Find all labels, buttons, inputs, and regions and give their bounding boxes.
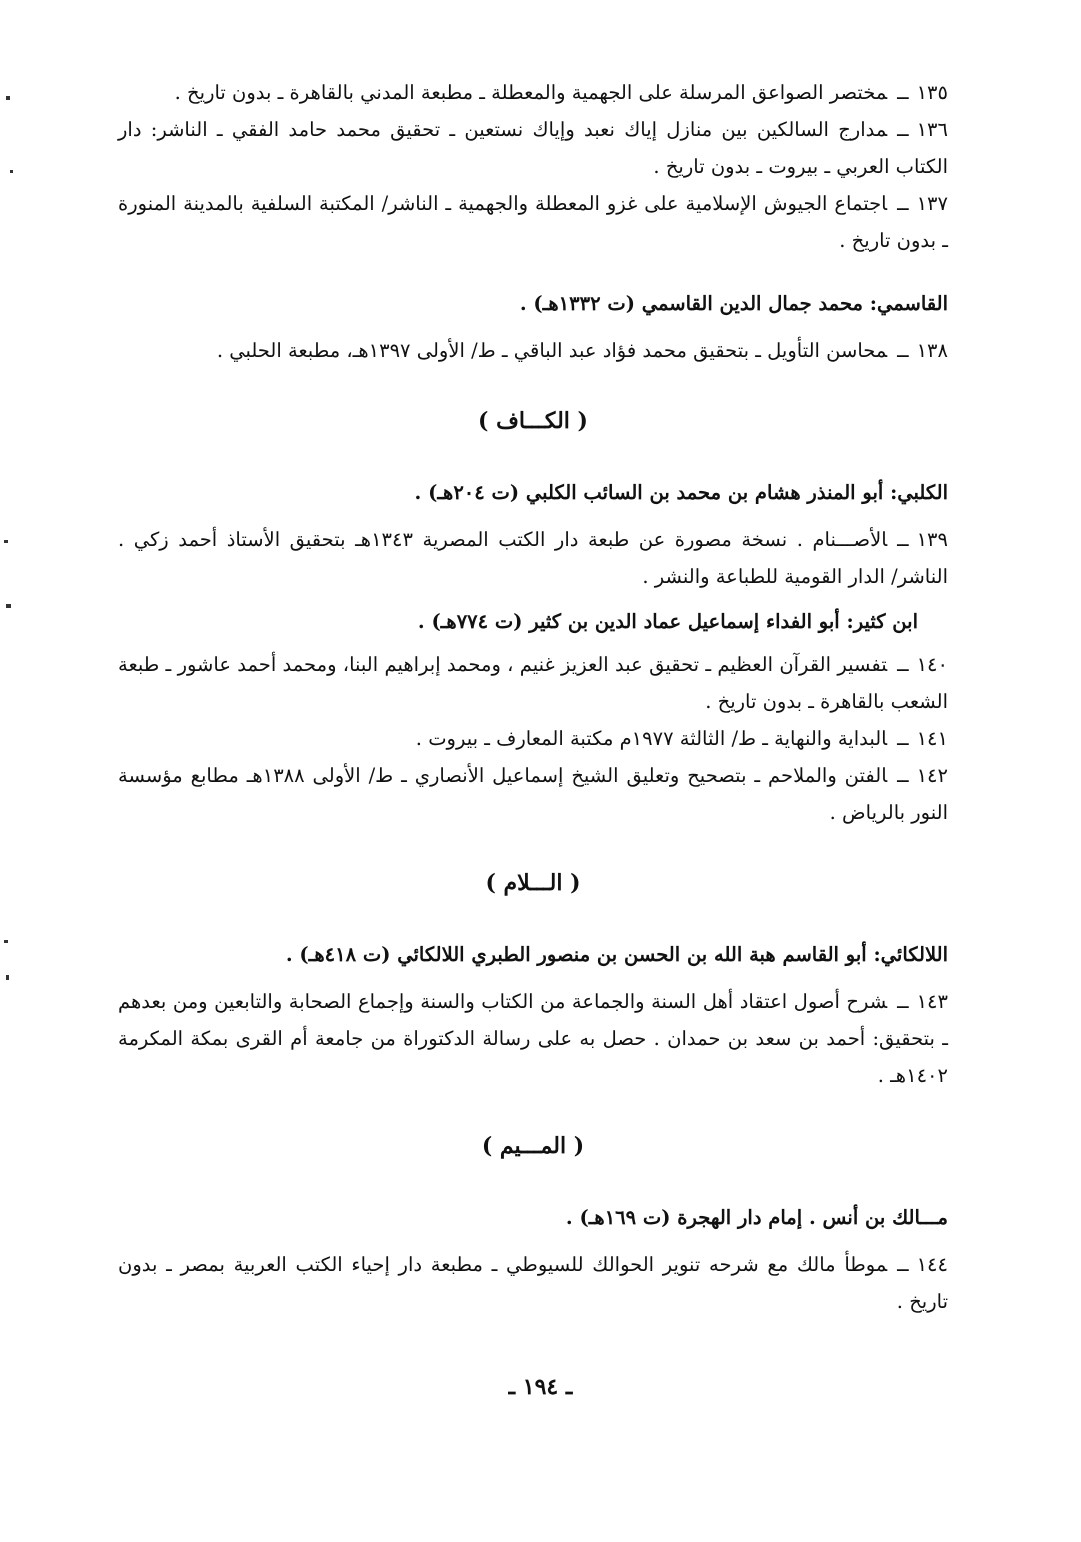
bibliography-entry-144: ١٤٤ــموطأ مالك مع شرحه تنوير الحوالك للسيوطي ـ مطبعة دار إحياء الكتب العربية بمصر ـ بدون تاريخ . xyxy=(118,1253,948,1313)
scan-speck xyxy=(4,940,8,943)
entry-number: ١٤٤ xyxy=(916,1253,948,1276)
bibliography-entry-143: ١٤٣ــشرح أصول اعتقاد أهل السنة والجماعة من الكتاب والسنة وإجماع الصحابة والتابعين ومن بعدهم ـ بتحقيق: أحمد بن سعد بن حمدان . حصل به على رسالة الدكتوراة من جامعة أم القرى بمكة المكرمة ١٤٠٢هـ . xyxy=(118,990,948,1087)
author-heading-malik: مـــالك بن أنس . إمام دار الهجرة (ت ١٦٩هـ) . xyxy=(565,1206,948,1229)
section-heading-mim: ( المـــيم ) xyxy=(481,1133,585,1159)
entry-text: تفسير القرآن العظيم ـ تحقيق عبد العزيز غنيم ، ومحمد إبراهيم البنا، ومحمد أحمد عاشور ـ طبعة الشعب بالقاهرة ـ بدون تاريخ . xyxy=(118,653,948,713)
document-page xyxy=(118,74,948,1320)
bibliography-entry-141: ١٤١ــالبداية والنهاية ـ ط/ الثالثة ١٩٧٧م مكتبة المعارف ـ بيروت . xyxy=(415,727,948,750)
entry-text: مدارج السالكين بين منازل إياك نعبد وإياك نستعين ـ تحقيق محمد حامد الفقي ـ الناشر: دار الكتاب العربي ـ بيروت ـ بدون تاريخ . xyxy=(118,118,948,178)
scan-speck xyxy=(4,540,8,543)
entry-number: ١٤٢ xyxy=(916,764,948,787)
entry-text: شرح أصول اعتقاد أهل السنة والجماعة من الكتاب والسنة وإجماع الصحابة والتابعين ومن بعدهم ـ بتحقيق: أحمد بن سعد بن حمدان . حصل به على رسالة الدكتوراة من جامعة أم القرى بمكة المكرمة ١٤٠٢هـ . xyxy=(118,990,948,1087)
bibliography-entry-136: ١٣٦ــمدارج السالكين بين منازل إياك نعبد وإياك نستعين ـ تحقيق محمد حامد الفقي ـ الناشر: دار الكتاب العربي ـ بيروت ـ بدون تاريخ . xyxy=(118,118,948,178)
bibliography-entry-138: ١٣٨ــمحاسن التأويل ـ بتحقيق محمد فؤاد عبد الباقي ـ ط/ الأولى ١٣٩٧هـ، مطبعة الحلبي . xyxy=(216,339,948,362)
entry-text: موطأ مالك مع شرحه تنوير الحوالك للسيوطي ـ مطبعة دار إحياء الكتب العربية بمصر ـ بدون تاريخ . xyxy=(118,1253,948,1313)
entry-text: الأصـــنام . نسخة مصورة عن طبعة دار الكتب المصرية ١٣٤٣هـ بتحقيق الأستاذ أحمد زكي . الناشر/ الدار القومية للطباعة والنشر . xyxy=(118,528,948,588)
entry-number: ١٣٥ xyxy=(916,81,948,104)
scan-speck xyxy=(6,604,11,608)
author-heading-kalbi: الكلبي: أبو المنذر هشام بن محمد بن السائب الكلبي (ت ٢٠٤هـ) . xyxy=(414,481,948,504)
bibliography-entry-137: ١٣٧ــاجتماع الجيوش الإسلامية على غزو المعطلة والجهمية ـ الناشر/ المكتبة السلفية بالمدينة المنورة ـ بدون تاريخ . xyxy=(118,192,948,252)
bibliography-entry-142: ١٤٢ــالفتن والملاحم ـ بتصحيح وتعليق الشيخ إسماعيل الأنصاري ـ ط/ الأولى ١٣٨٨هـ مطابع مؤسسة النور بالرياض . xyxy=(118,764,948,824)
bibliography-entry-135: ١٣٥ــمختصر الصواعق المرسلة على الجهمية والمعطلة ـ مطبعة المدني بالقاهرة ـ بدون تاريخ . xyxy=(174,81,948,104)
scan-speck xyxy=(6,975,9,980)
entry-number: ١٣٦ xyxy=(916,118,948,141)
section-heading-kaf: ( الكـــاف ) xyxy=(478,408,588,434)
bibliography-entry-139: ١٣٩ــالأصـــنام . نسخة مصورة عن طبعة دار الكتب المصرية ١٣٤٣هـ بتحقيق الأستاذ أحمد زكي . الناشر/ الدار القومية للطباعة والنشر . xyxy=(118,528,948,588)
entry-text: البداية والنهاية ـ ط/ الثالثة ١٩٧٧م مكتبة المعارف ـ بيروت . xyxy=(415,727,888,750)
author-heading-ibn-kathir: ابن كثير: أبو الفداء إسماعيل عماد الدين بن كثير (ت ٧٧٤هـ) . xyxy=(417,610,918,633)
entry-text: محاسن التأويل ـ بتحقيق محمد فؤاد عبد الباقي ـ ط/ الأولى ١٣٩٧هـ، مطبعة الحلبي . xyxy=(216,339,888,362)
entry-text: مختصر الصواعق المرسلة على الجهمية والمعطلة ـ مطبعة المدني بالقاهرة ـ بدون تاريخ . xyxy=(174,81,888,104)
entry-number: ١٤١ xyxy=(916,727,948,750)
entry-text: اجتماع الجيوش الإسلامية على غزو المعطلة والجهمية ـ الناشر/ المكتبة السلفية بالمدينة المنورة ـ بدون تاريخ . xyxy=(118,192,948,252)
entry-number: ١٤٣ xyxy=(916,990,948,1013)
scan-speck xyxy=(6,96,10,100)
bibliography-entry-140: ١٤٠ــتفسير القرآن العظيم ـ تحقيق عبد العزيز غنيم ، ومحمد إبراهيم البنا، ومحمد أحمد عاشور ـ طبعة الشعب بالقاهرة ـ بدون تاريخ . xyxy=(118,653,948,713)
section-heading-lam: ( الـــلام ) xyxy=(485,870,581,896)
entry-number: ١٣٩ xyxy=(916,528,948,551)
entry-number: ١٣٧ xyxy=(916,192,948,215)
entry-number: ١٣٨ xyxy=(916,339,948,362)
page-number: ـ ١٩٤ ـ xyxy=(508,1374,573,1400)
entry-text: الفتن والملاحم ـ بتصحيح وتعليق الشيخ إسماعيل الأنصاري ـ ط/ الأولى ١٣٨٨هـ مطابع مؤسسة النور بالرياض . xyxy=(118,764,948,824)
author-heading-lalakai: اللالكائي: أبو القاسم هبة الله بن الحسن بن منصور الطبري اللالكائي (ت ٤١٨هـ) . xyxy=(285,943,948,966)
author-heading-qasimi: القاسمي: محمد جمال الدين القاسمي (ت ١٣٣٢هـ) . xyxy=(519,292,948,315)
entry-number: ١٤٠ xyxy=(916,653,948,676)
scan-speck xyxy=(10,170,13,173)
